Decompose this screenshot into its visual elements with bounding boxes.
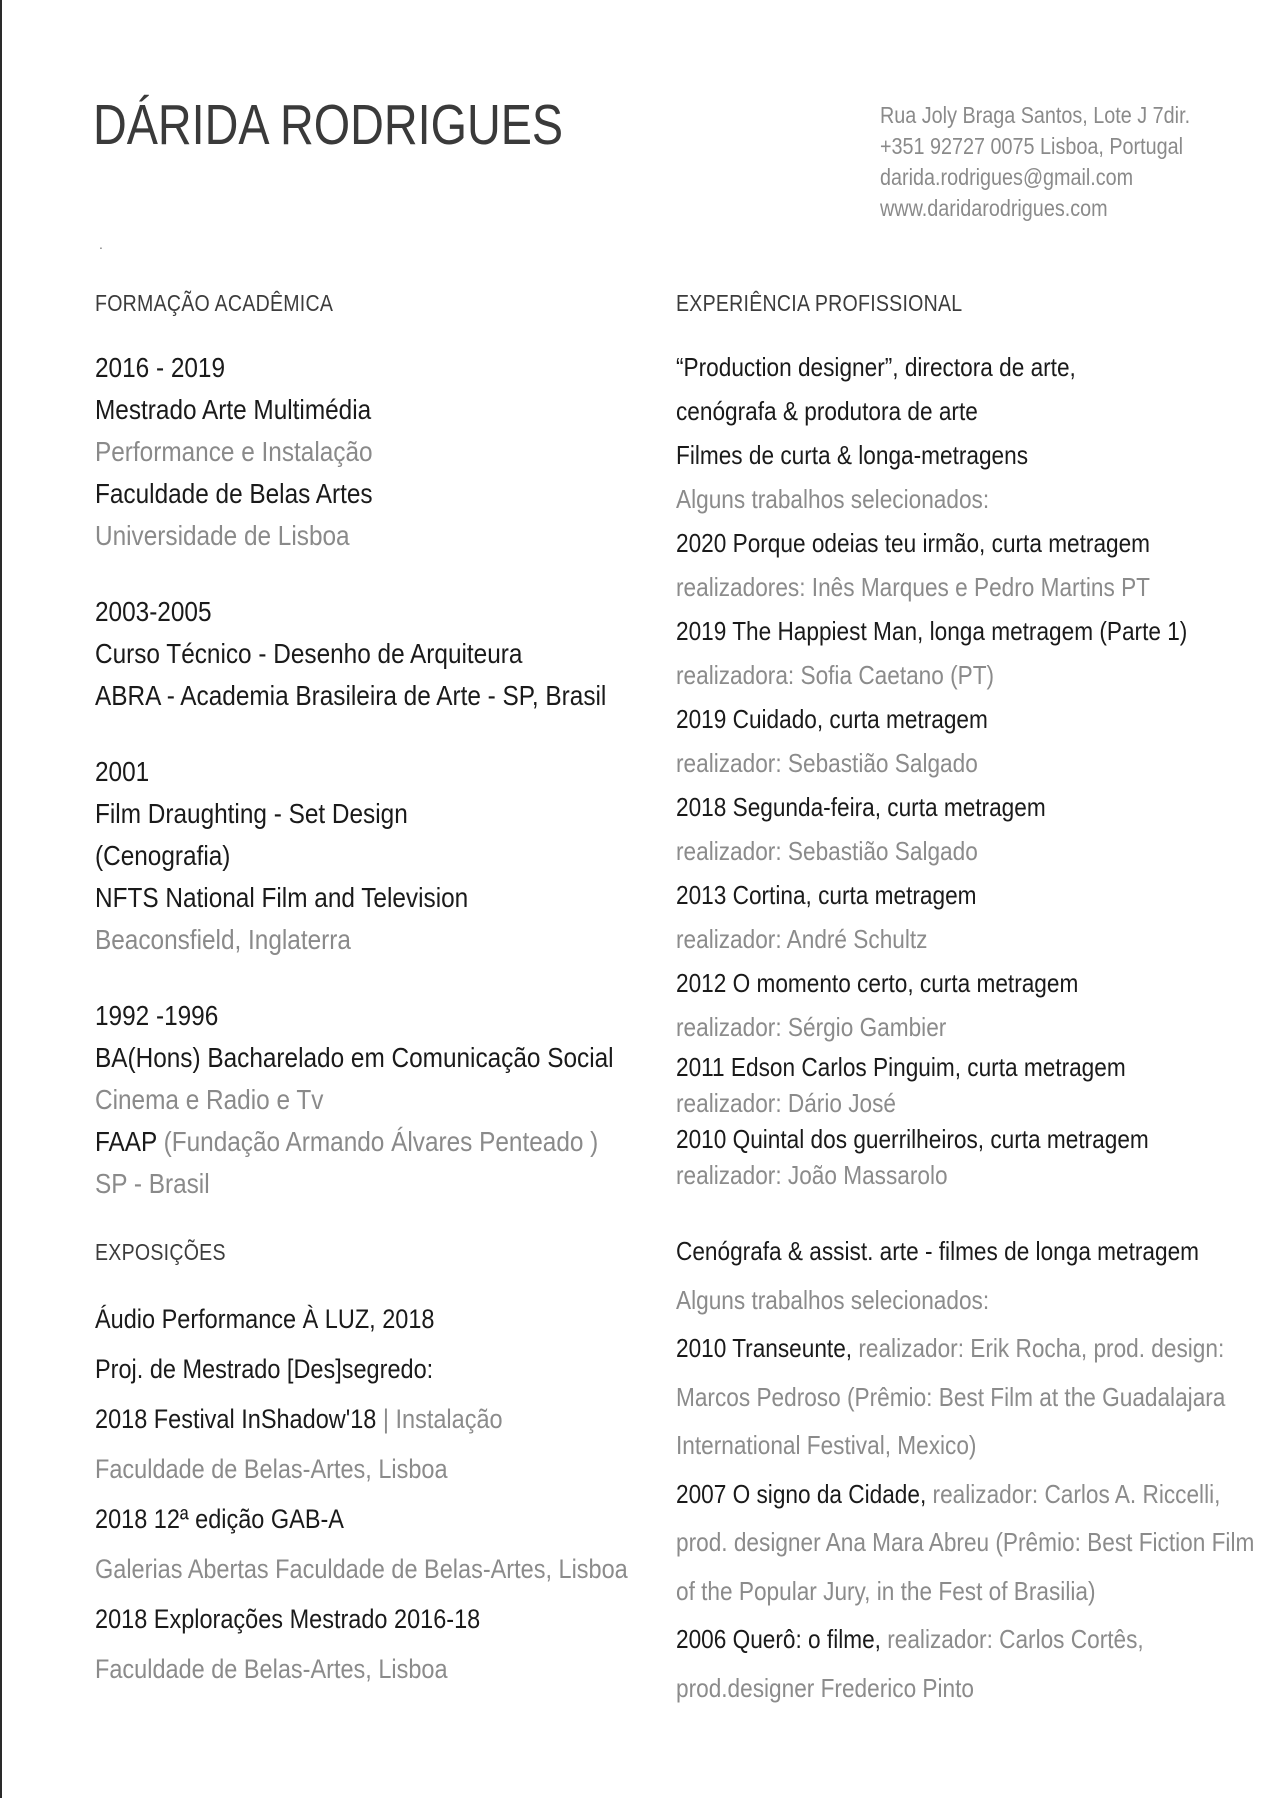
experience-line-text: realizadora: Sofia Caetano (PT) [676,660,995,690]
set-design-line-text: 2010 Transeunte, [676,1333,853,1363]
education-line [95,835,582,877]
exhibition-line-detail: | Instalação [376,1404,503,1434]
education-line-text: Faculdade de Belas Artes [95,478,373,509]
contact-email: darida.rodrigues@gmail.com [880,164,1134,190]
experience-list-secondary [676,1227,1255,1712]
education-line-text: 2003-2005 [95,596,212,627]
experience-line-text: 2018 Segunda-feira, curta metragem [676,792,1046,822]
experience-line [676,873,1163,917]
experience-line [676,785,1163,829]
education-line [95,751,582,793]
experience-line-text: 2019 The Happiest Man, longa metragem (Parte 1) [676,616,1188,646]
education-line [95,675,607,717]
exhibition-line [95,1494,582,1544]
exhibitions-list [95,1294,655,1694]
contact-phone-city: +351 92727 0075 Lisboa, Portugal [880,133,1184,159]
set-design-line-detail: realizador: Carlos Cortês, [880,1624,1144,1654]
experience-line-text: realizador: Sebastião Salgado [676,748,978,778]
education-line [95,389,582,431]
set-design-line [676,1664,1163,1713]
experience-line-text: Filmes de curta & longa-metragens [676,440,1029,470]
experience-line [676,741,1163,785]
experience-line-text: 2010 Quintal dos guerrilheiros, curta metragem [676,1124,1149,1154]
experience-line [676,1085,1163,1121]
set-design-line-text: prod.designer Frederico Pinto [676,1672,975,1703]
education-line-text: Performance e Instalação [95,436,373,467]
experience-line-text: realizador: Sérgio Gambier [676,1012,947,1042]
experience-line-text: realizador: João Massarolo [676,1160,948,1190]
education-line-text: Film Draughting - Set Design [95,798,408,829]
experience-line [676,1005,1163,1049]
exhibition-line-text: 2018 12ª edição GAB-A [95,1504,344,1534]
education-entry [95,995,655,1205]
education-heading: FORMAÇÃO ACADÊMICA [95,290,334,316]
experience-line [676,433,1163,477]
set-design-line-text: Cenógrafa & assist. arte - filmes de longa metragem [676,1236,1200,1266]
set-design-line [676,1567,1163,1616]
experience-line [676,697,1163,741]
set-design-line-detail: realizador: Erik Rocha, prod. design: [852,1333,1225,1363]
education-line-text: Beaconsfield, Inglaterra [95,924,351,955]
experience-line [676,1157,1163,1193]
exhibition-line-text: 2018 Explorações Mestrado 2016-18 [95,1604,481,1634]
set-design-line [676,1324,1225,1373]
contact-block [880,100,1241,224]
set-design-line [676,1276,1163,1325]
exhibition-line [95,1294,582,1344]
exhibition-line [95,1594,582,1644]
experience-line [676,1121,1163,1157]
experience-line [676,565,1163,609]
exhibition-line-text: Galerias Abertas Faculdade de Belas-Artes, Lisboa [95,1554,628,1584]
exhibition-line-text: Faculdade de Belas-Artes, Lisboa [95,1654,448,1684]
education-line-text: (Cenografia) [95,840,231,871]
experience-line [676,345,1163,389]
set-design-line [676,1518,1255,1567]
exhibition-line [95,1394,582,1444]
experience-line-text: 2019 Cuidado, curta metragem [676,704,988,734]
education-line [95,633,582,675]
experience-line [676,389,1163,433]
education-line [95,431,582,473]
set-design-line-text: 2007 O signo da Cidade, [676,1478,927,1509]
right-column [676,290,1255,1712]
experience-line [676,521,1163,565]
education-line [95,515,582,557]
contact-website: www.daridarodrigues.com [880,195,1108,221]
education-line-text: Cinema e Radio e Tv [95,1084,324,1115]
education-line [95,1121,599,1163]
experience-line-text: realizador: Dário José [676,1088,897,1118]
education-line-text: FAAP [95,1126,157,1157]
set-design-line-text: Marcos Pedroso (Prêmio: Best Film at the Guadalajara [676,1381,1226,1412]
page-left-border [0,0,2,1798]
education-line [95,1037,614,1079]
education-line-text: 2001 [95,756,150,787]
set-design-line [676,1227,1200,1276]
set-design-line-text: prod. designer Ana Mara Abreu (Prêmio: Best Fiction Film [676,1527,1255,1557]
exhibition-line [95,1544,628,1594]
experience-line [676,917,1163,961]
set-design-line-text: Alguns trabalhos selecionados: [676,1284,990,1315]
experience-line-text: realizador: André Schultz [676,924,928,954]
contact-address: Rua Joly Braga Santos, Lote J 7dir. [880,102,1191,128]
left-column [95,290,655,1694]
education-line-text: BA(Hons) Bacharelado em Comunicação Social [95,1042,614,1073]
set-design-line [676,1470,1221,1519]
experience-line-text: 2011 Edson Carlos Pinguim, curta metragem [676,1052,1126,1082]
education-line [95,347,582,389]
education-list [95,347,655,1205]
education-line [95,995,582,1037]
experience-line [676,961,1163,1005]
experience-line-text: 2012 O momento certo, curta metragem [676,968,1079,998]
set-design-line-text: 2006 Querô: o filme, [676,1624,881,1654]
experience-line-text: cenógrafa & produtora de arte [676,396,978,426]
education-line-text: 2016 - 2019 [95,352,226,383]
set-design-line [676,1373,1226,1422]
education-line-text: Mestrado Arte Multimédia [95,394,372,425]
stray-dot: . [99,236,103,252]
exhibition-line-text: Áudio Performance À LUZ, 2018 [95,1304,435,1334]
set-design-line [676,1615,1163,1664]
education-line-text: NFTS National Film and Television [95,882,469,913]
exhibition-line [95,1444,582,1494]
exhibition-line [95,1344,582,1394]
resume-name: DÁRIDA RODRIGUES [93,93,564,157]
set-design-line [676,1421,1163,1470]
set-design-line-detail: realizador: Carlos A. Riccelli, [926,1478,1221,1509]
experience-line [676,477,1163,521]
education-line-text: SP - Brasil [95,1168,210,1199]
education-line-text: ABRA - Academia Brasileira de Arte - SP, Brasil [95,680,607,711]
education-line [95,919,582,961]
education-line [95,591,582,633]
education-entry [95,751,655,961]
education-line [95,1163,582,1205]
set-design-line-text: International Festival, Mexico) [676,1430,977,1460]
exhibition-line-text: Faculdade de Belas-Artes, Lisboa [95,1454,448,1484]
experience-line-text: Alguns trabalhos selecionados: [676,484,990,514]
education-line [95,793,582,835]
experience-line-text: realizador: Sebastião Salgado [676,836,978,866]
experience-line [676,653,1163,697]
education-line [95,1079,582,1121]
education-line-text: 1992 -1996 [95,1000,219,1031]
experience-line-text: 2013 Cortina, curta metragem [676,880,977,910]
education-entry [95,347,655,557]
education-line [95,473,582,515]
experience-line [676,609,1188,653]
experience-line-text: “Production designer”, directora de arte, [676,352,1076,382]
exhibition-line-text: 2018 Festival InShadow'18 [95,1404,377,1434]
experience-line [676,829,1163,873]
experience-heading: EXPERIÊNCIA PROFISSIONAL [676,290,963,316]
education-entry [95,591,655,717]
education-line-text: Curso Técnico - Desenho de Arquiteura [95,638,523,669]
experience-line-text: realizadores: Inês Marques e Pedro Martins PT [676,572,1150,602]
education-line-text: Universidade de Lisboa [95,520,350,551]
exhibition-line-text: Proj. de Mestrado [Des]segredo: [95,1354,434,1384]
set-design-line-text: of the Popular Jury, in the Fest of Brasilia) [676,1575,1096,1606]
education-line-detail: (Fundação Armando Álvares Penteado ) [156,1126,599,1157]
education-line [95,877,582,919]
exhibitions-heading: EXPOSIÇÕES [95,1239,226,1265]
exhibition-line [95,1644,582,1694]
experience-line [676,1049,1163,1085]
experience-line-text: 2020 Porque odeias teu irmão, curta metragem [676,528,1151,558]
experience-list-primary [676,345,1236,1193]
